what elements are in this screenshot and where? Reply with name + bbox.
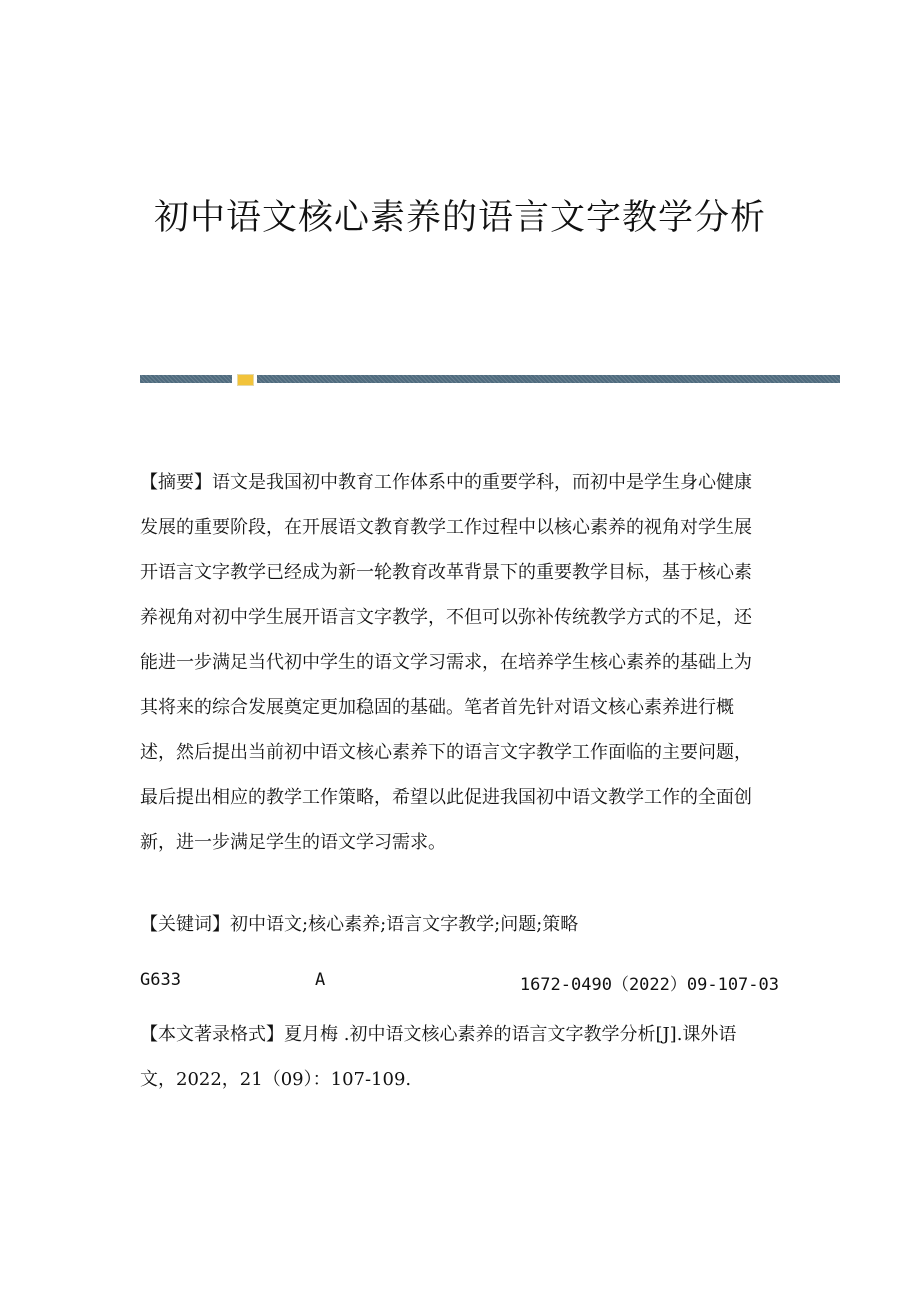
abstract-line: 开语言文字教学已经成为新一轮教育改革背景下的重要教学目标，基于核心素 [140,562,752,583]
document-code: A [315,970,326,990]
abstract-line: 最后提出相应的教学工作策略，希望以此促进我国初中语文教学工作的全面创 [140,787,752,808]
article-number: 1672-0490（2022）09-107-03 [519,975,779,995]
clc-number: G633 [140,970,181,990]
document-title: 初中语文核心素养的语言文字教学分析 [153,198,766,238]
abstract-line: 养视角对初中学生展开语言文字教学，不但可以弥补传统教学方式的不足，还 [140,607,752,628]
abstract-line: 发展的重要阶段，在开展语文教育教学工作过程中以核心素养的视角对学生展 [140,517,752,538]
abstract-line: 【摘要】语文是我国初中教育工作体系中的重要学科，而初中是学生身心健康 [140,472,752,493]
divider-right [257,375,840,383]
abstract-line: 述，然后提出当前初中语文核心素养下的语言文字教学工作面临的主要问题， [140,742,752,763]
abstract-line: 其将来的综合发展奠定更加稳固的基础。笔者首先针对语文核心素养进行概 [140,697,734,718]
citation-line: 【本文著录格式】夏月梅 .初中语文核心素养的语言文字教学分析[J].课外语 [140,1024,737,1045]
abstract-line: 能进一步满足当代初中学生的语文学习需求，在培养学生核心素养的基础上为 [140,652,752,673]
citation-line: 文，2022，21（09）：107-109. [140,1069,412,1090]
divider-left [140,375,232,383]
abstract-line: 新，进一步满足学生的语文学习需求。 [140,832,446,853]
divider-ornament-icon [237,374,254,386]
keywords: 【关键词】初中语文;核心素养;语言文字教学;问题;策略 [140,914,579,935]
